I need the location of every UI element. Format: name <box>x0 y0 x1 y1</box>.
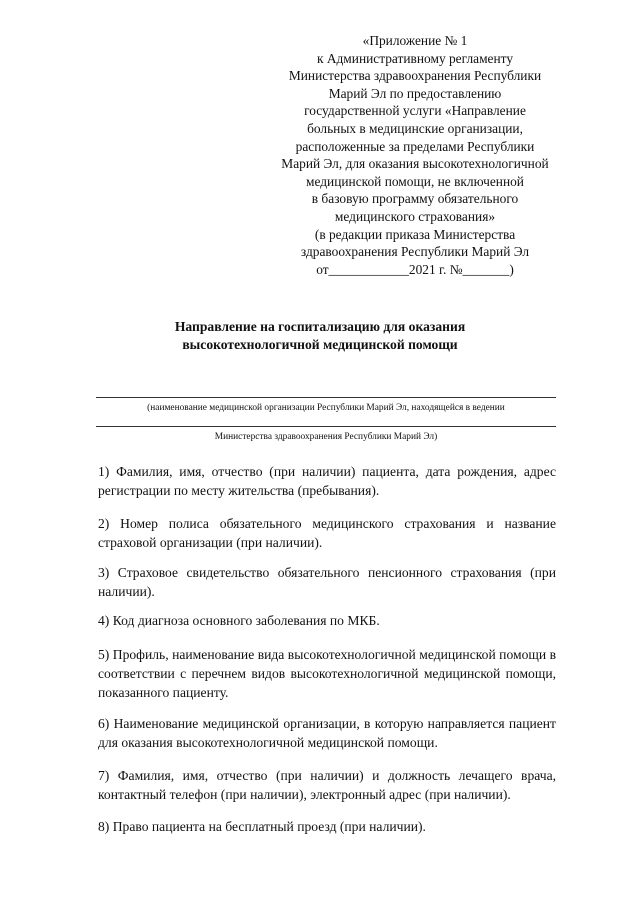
document-title <box>90 318 550 354</box>
list-item: 5) Профиль, наименование вида высокотехнологичной медицинской помощи в соответствии с перечнем видов высокотехнологичной медицинской помощи, показанного пациенту. <box>98 647 556 700</box>
list-item: 7) Фамилия, имя, отчество (при наличии) и должность лечащего врача, контактный телефон (при наличии), электронный адрес (при наличии). <box>98 768 556 802</box>
org-caption-line-2: Министерства здравоохранения Республики Марий Эл) <box>214 432 438 442</box>
annex-line: (в редакции приказа Министерства <box>314 226 516 242</box>
annex-line: медицинской помощи, не включенной <box>306 173 524 189</box>
annex-line: здравоохранения Республики Марий Эл <box>300 244 530 260</box>
list-item: 3) Страховое свидетельство обязательного пенсионного страхования (при наличии). <box>98 565 556 599</box>
list-item: 6) Наименование медицинской организации, в которую направляется пациент для оказания высокотехнологичной медицинской помощи. <box>98 716 556 750</box>
annex-line: расположенные за пределами Республики <box>295 138 535 154</box>
list-item: 4) Код диагноза основного заболевания по МКБ. <box>98 613 380 628</box>
annex-line: в базовую программу обязательного <box>311 191 519 207</box>
annex-line: Марий Эл, для оказания высокотехнологичной <box>281 156 549 172</box>
annex-line: Министерства здравоохранения Республики <box>288 68 542 84</box>
list-item: 1) Фамилия, имя, отчество (при наличии) пациента, дата рождения, адрес регистрации по месту жительства (пребывания). <box>98 464 556 498</box>
org-name-blank-line <box>96 397 556 398</box>
annex-line: от____________2021 г. №_______) <box>316 261 514 277</box>
annex-line: «Приложение № 1 <box>362 33 468 48</box>
annex-line: медицинского страхования» <box>334 208 496 224</box>
annex-line: к Административному регламенту <box>316 50 514 66</box>
annex-line: государственной услуги «Направление <box>304 103 526 119</box>
list-item: 8) Право пациента на бесплатный проезд (при наличии). <box>98 819 426 834</box>
list-item: 2) Номер полиса обязательного медицинского страхования и название страховой организации (при наличии). <box>98 516 556 550</box>
org-name-blank-line-2 <box>96 426 556 427</box>
annex-line: больных в медицинские организации, <box>307 120 523 136</box>
org-caption-line-1: (наименование медицинской организации Республики Марий Эл, находящейся в ведении <box>147 403 505 413</box>
title-line: Направление на госпитализацию для оказания <box>174 319 466 334</box>
title-line: высокотехнологичной медицинской помощи <box>182 337 458 352</box>
annex-line: Марий Эл по предоставлению <box>328 85 502 101</box>
annex-header <box>250 32 580 278</box>
